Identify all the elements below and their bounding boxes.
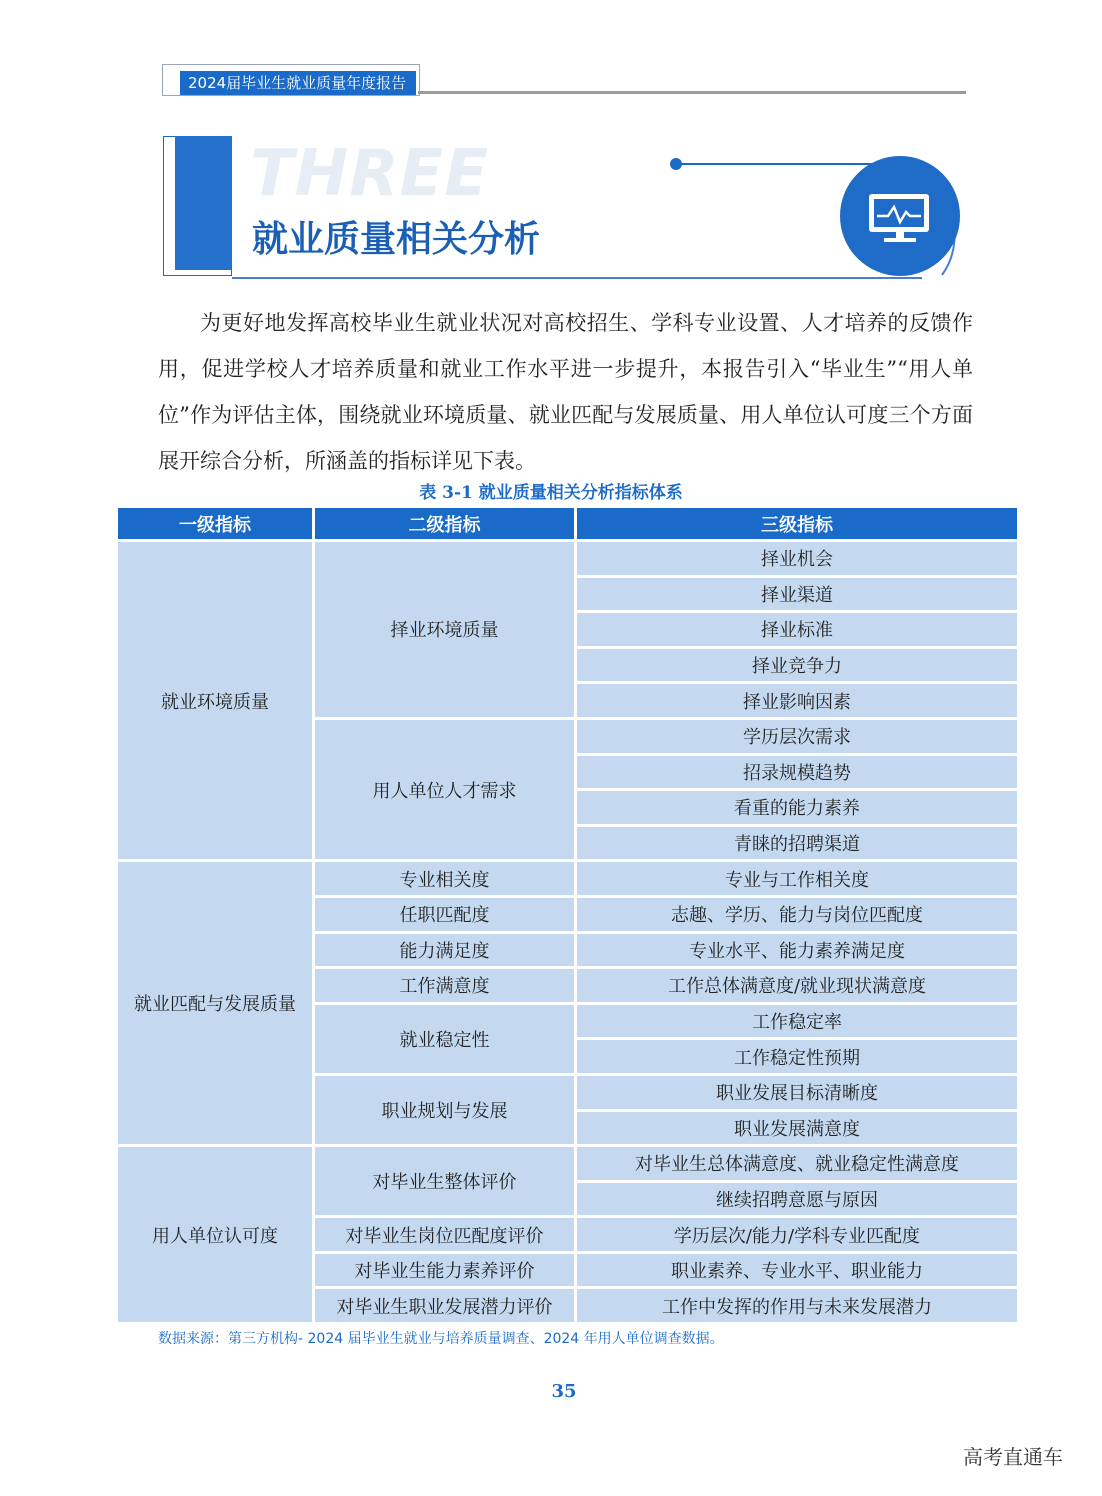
header-cell: 三级指标 bbox=[577, 508, 1017, 539]
level2-cell: 择业环境质量 bbox=[315, 542, 574, 717]
watermark: 高考直通车 bbox=[963, 1445, 1063, 1469]
level3-cell: 职业发展目标清晰度 bbox=[577, 1076, 1017, 1109]
level3-cell: 择业影响因素 bbox=[577, 684, 1017, 717]
monitor-pulse-icon bbox=[660, 150, 970, 285]
level3-cell: 青睐的招聘渠道 bbox=[577, 827, 1017, 860]
level2-cell: 职业规划与发展 bbox=[315, 1076, 574, 1144]
level3-cell: 学历层次/能力/学科专业匹配度 bbox=[577, 1218, 1017, 1251]
page-number: 35 bbox=[551, 1381, 577, 1402]
level2-cell: 任职匹配度 bbox=[315, 898, 574, 931]
table-header-row bbox=[118, 508, 1017, 539]
level3-cell: 工作总体满意度/就业现状满意度 bbox=[577, 969, 1017, 1002]
level3-cell: 择业标准 bbox=[577, 613, 1017, 646]
table-caption: 表 3-1 就业质量相关分析指标体系 bbox=[419, 483, 683, 503]
level2-cell: 就业稳定性 bbox=[315, 1005, 574, 1073]
level3-cell: 对毕业生总体满意度、就业稳定性满意度 bbox=[577, 1147, 1017, 1180]
table-row bbox=[118, 862, 1017, 895]
report-title: 2024届毕业生就业质量年度报告 bbox=[180, 71, 416, 95]
level2-cell: 用人单位人才需求 bbox=[315, 720, 574, 859]
level2-cell: 对毕业生整体评价 bbox=[315, 1147, 574, 1215]
level3-cell: 工作稳定性预期 bbox=[577, 1040, 1017, 1073]
level3-cell: 职业发展满意度 bbox=[577, 1112, 1017, 1145]
indicator-table bbox=[118, 508, 1011, 1325]
level1-cell: 就业环境质量 bbox=[118, 542, 312, 859]
table-row bbox=[118, 542, 1017, 575]
level3-cell: 学历层次需求 bbox=[577, 720, 1017, 753]
chapter-title: 就业质量相关分析 bbox=[252, 219, 541, 260]
level2-cell: 能力满足度 bbox=[315, 934, 574, 967]
level3-cell: 职业素养、专业水平、职业能力 bbox=[577, 1254, 1017, 1287]
level3-cell: 招录规模趋势 bbox=[577, 756, 1017, 789]
table-row bbox=[118, 1147, 1017, 1180]
intro-paragraph: 为更好地发挥高校毕业生就业状况对高校招生、学科专业设置、人才培养的反馈作用，促进学校人才培养质量和就业工作水平进一步提升，本报告引入“毕业生”“用人单位”作为评估主体，围绕就业环境质量、就业匹配与发展质量、用人单位认可度三个方面展开综合分析，所涵盖的指标详见下表。 bbox=[158, 311, 973, 473]
level1-cell: 就业匹配与发展质量 bbox=[118, 862, 312, 1144]
level3-cell: 择业竞争力 bbox=[577, 649, 1017, 682]
level2-cell: 对毕业生岗位匹配度评价 bbox=[315, 1218, 574, 1251]
level3-cell: 择业渠道 bbox=[577, 578, 1017, 611]
header-cell: 一级指标 bbox=[118, 508, 312, 539]
level3-cell: 志趣、学历、能力与岗位匹配度 bbox=[577, 898, 1017, 931]
level2-cell: 对毕业生职业发展潜力评价 bbox=[315, 1289, 574, 1322]
level3-cell: 择业机会 bbox=[577, 542, 1017, 575]
level3-cell: 继续招聘意愿与原因 bbox=[577, 1183, 1017, 1216]
level2-cell: 专业相关度 bbox=[315, 862, 574, 895]
header-rule bbox=[418, 91, 966, 94]
level3-cell: 工作稳定率 bbox=[577, 1005, 1017, 1038]
data-source-note: 数据来源：第三方机构- 2024 届毕业生就业与培养质量调查、2024 年用人单位调查数据。 bbox=[158, 1331, 724, 1347]
chapter-bar bbox=[175, 136, 232, 270]
level3-cell: 专业水平、能力素养满足度 bbox=[577, 934, 1017, 967]
level1-cell: 用人单位认可度 bbox=[118, 1147, 312, 1322]
level3-cell: 工作中发挥的作用与未来发展潜力 bbox=[577, 1289, 1017, 1322]
level2-cell: 对毕业生能力素养评价 bbox=[315, 1254, 574, 1287]
level3-cell: 看重的能力素养 bbox=[577, 791, 1017, 824]
level2-cell: 工作满意度 bbox=[315, 969, 574, 1002]
level3-cell: 专业与工作相关度 bbox=[577, 862, 1017, 895]
header-cell: 二级指标 bbox=[315, 508, 574, 539]
chapter-word: THREE bbox=[250, 137, 489, 211]
